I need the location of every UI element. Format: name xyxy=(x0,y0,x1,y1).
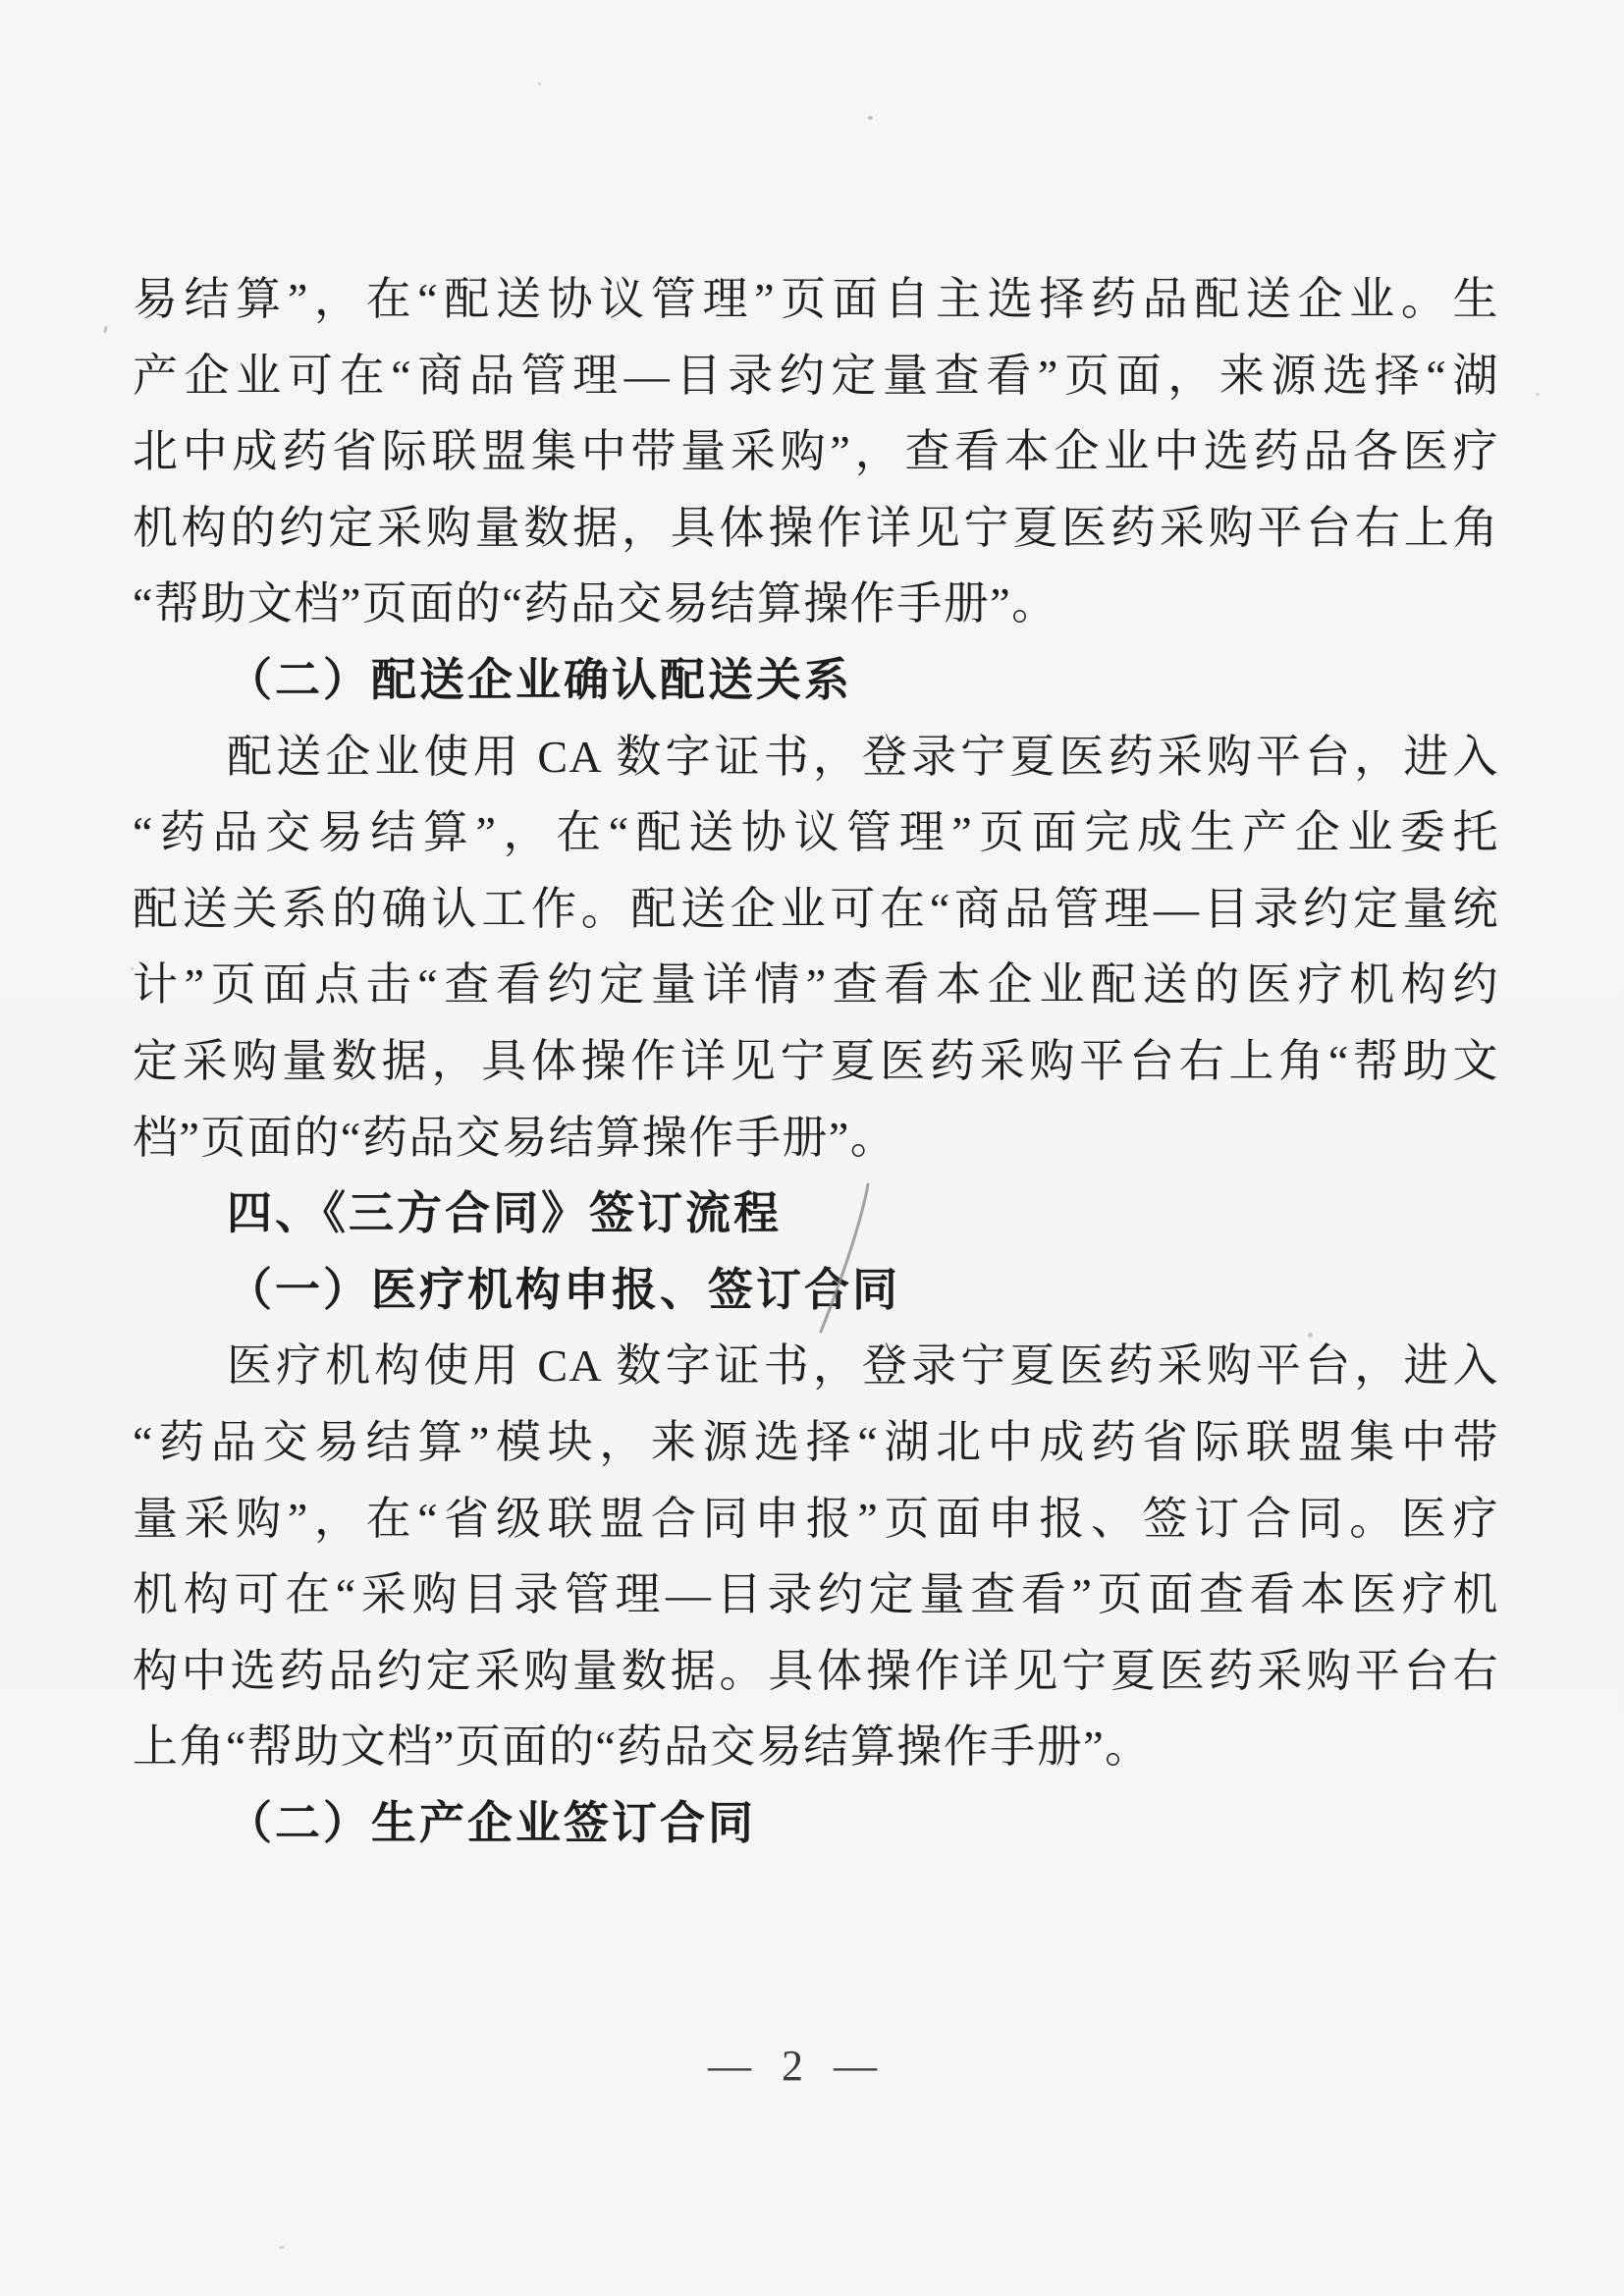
body-text-line: 配送企业使用 CA 数字证书，登录宁夏医药采购平台，进入 xyxy=(227,731,1499,782)
document-body xyxy=(133,261,1499,1861)
subsection-heading: （二）生产企业签订合同 xyxy=(227,1797,756,1848)
scan-speck xyxy=(538,82,541,85)
body-text-line: 产企业可在“商品管理—目录约定量查看”页面，来源选择“湖 xyxy=(133,350,1499,401)
body-text-line: 配送关系的确认工作。配送企业可在“商品管理—目录约定量统 xyxy=(133,883,1499,934)
body-text-line: 机构可在“采购目录管理—目录约定量查看”页面查看本医疗机 xyxy=(133,1569,1499,1620)
scan-speck xyxy=(103,326,108,334)
page-number: — 2 — xyxy=(708,2042,887,2090)
scan-speck xyxy=(1536,393,1540,396)
body-text-line: 北中成药省际联盟集中带量采购”，查看本企业中选药品各医疗 xyxy=(133,426,1499,477)
body-text-line: 上角“帮助文档”页面的“药品交易结算操作手册”。 xyxy=(133,1722,1152,1773)
body-text-line: “帮助文档”页面的“药品交易结算操作手册”。 xyxy=(133,578,1058,629)
scan-speck xyxy=(279,2246,285,2249)
body-text-line: 定采购量数据，具体操作详见宁夏医药采购平台右上角“帮助文 xyxy=(133,1035,1499,1086)
body-text-line: “药品交易结算”，在“配送协议管理”页面完成生产企业委托 xyxy=(133,807,1499,858)
subsection-heading: （一）医疗机构申报、签订合同 xyxy=(227,1264,900,1315)
body-text-line: 机构的约定采购量数据，具体操作详见宁夏医药采购平台右上角 xyxy=(133,502,1499,553)
body-text-line: 易结算”，在“配送协议管理”页面自主选择药品配送企业。生 xyxy=(133,274,1499,324)
body-text-line: 量采购”，在“省级联盟合同申报”页面申报、签订合同。医疗 xyxy=(133,1493,1499,1544)
section-heading: 四、《三方合同》签订流程 xyxy=(227,1188,782,1239)
body-text-line: 医疗机构使用 CA 数字证书，登录宁夏医药采购平台，进入 xyxy=(227,1340,1499,1392)
scan-speck xyxy=(868,116,873,120)
body-text-line: “药品交易结算”模块，来源选择“湖北中成药省际联盟集中带 xyxy=(133,1416,1499,1467)
subsection-heading: （二）配送企业确认配送关系 xyxy=(227,654,852,705)
body-text-line: 构中选药品约定采购量数据。具体操作详见宁夏医药采购平台右 xyxy=(133,1645,1499,1696)
body-text-line: 档”页面的“药品交易结算操作手册”。 xyxy=(133,1112,897,1163)
body-text-line: 计”页面点击“查看约定量详情”查看本企业配送的医疗机构约 xyxy=(133,959,1499,1011)
